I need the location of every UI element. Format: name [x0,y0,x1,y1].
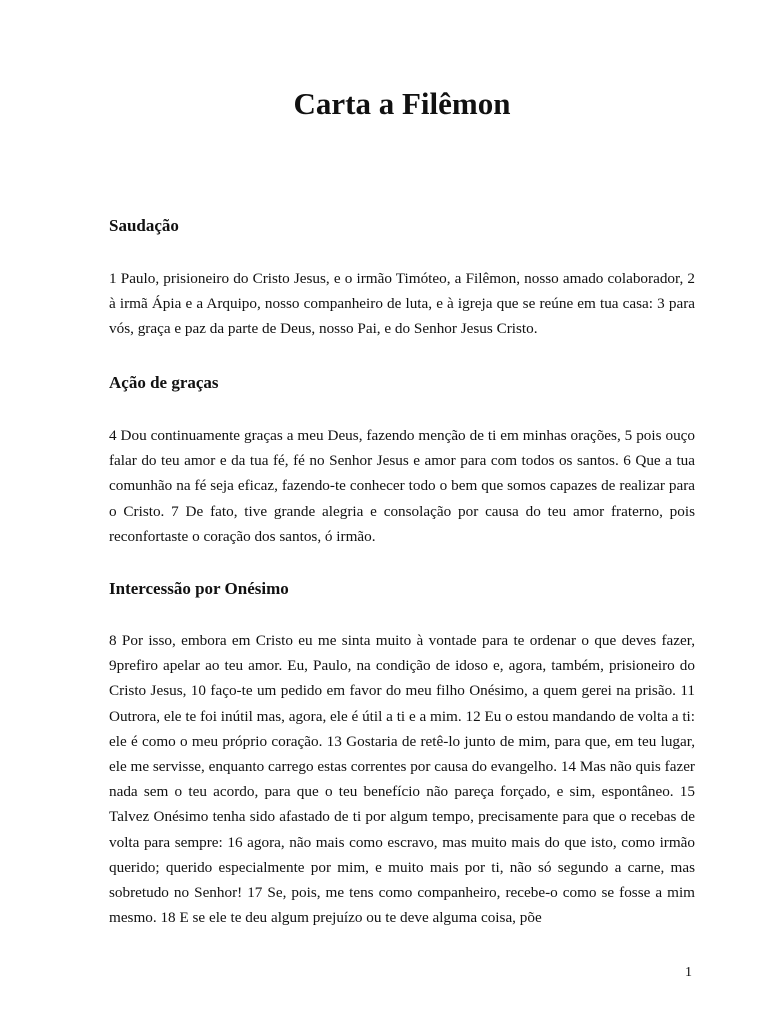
section-heading-acao-de-gracas: Ação de graças [109,373,219,392]
section-paragraph-intercessao: 8 Por isso, embora em Cristo eu me sinta muito à vontade para te ordenar o que deves fazer, 9prefiro apelar ao teu amor. Eu, Paulo, na condição de idoso e, agora, também, prisioneiro do Cristo Jesus, 10 faço-te um pedido em favor do meu filho Onésimo, a quem gerei na prisão. 11 Outrora, ele te foi inútil mas, agora, ele é útil a ti e a mim. 12 Eu o estou mandando de volta a ti: ele é como o meu próprio coração. 13 Gostaria de retê-lo junto de mim, para que, em teu lugar, ele me servisse, enquanto carrego estas correntes por causa do evangelho. 14 Mas não quis fazer nada sem o teu acordo, para que o teu benefício não pareça forçado, e sim, espontâneo. 15 Talvez Onésimo tenha sido afastado de ti por algum tempo, precisamente para que o recebas de volta para sempre: 16 agora, não mais como escravo, mas muito mais do que isto, como irmão querido; querido especialmente por mim, e muito mais por ti, não só segundo a carne, mas sobretudo no Senhor! 17 Se, pois, me tens como companheiro, recebe-o como se fosse a mim mesmo. 18 E se ele te deu algum prejuízo ou te deve alguma coisa, põe [109,632,695,927]
section-paragraph-acao-de-gracas: 4 Dou continuamente graças a meu Deus, fazendo menção de ti em minhas orações, 5 pois ouço falar do teu amor e da tua fé, fé no Senhor Jesus e amor para com todos os santos. 6 Que a tua comunhão na fé seja eficaz, fazendo-te conhecer todo o bem que somos capazes de realizar para o Cristo. 7 De fato, tive grande alegria e consolação por causa do teu amor fraterno, pois reconfortaste o coração dos santos, ó irmão. [109,427,695,545]
section-paragraph-saudacao: 1 Paulo, prisioneiro do Cristo Jesus, e o irmão Timóteo, a Filêmon, nosso amado colaborador, 2 à irmã Ápia e a Arquipo, nosso companheiro de luta, e à igreja que se reúne em tua casa: 3 para vós, graça e paz da parte de Deus, nosso Pai, e do Senhor Jesus Cristo. [109,270,695,338]
section-heading-intercessao: Intercessão por Onésimo [109,579,289,598]
section-heading-saudacao: Saudação [109,216,179,235]
document-title: Carta a Filêmon [293,86,511,121]
page-number: 1 [685,965,692,980]
